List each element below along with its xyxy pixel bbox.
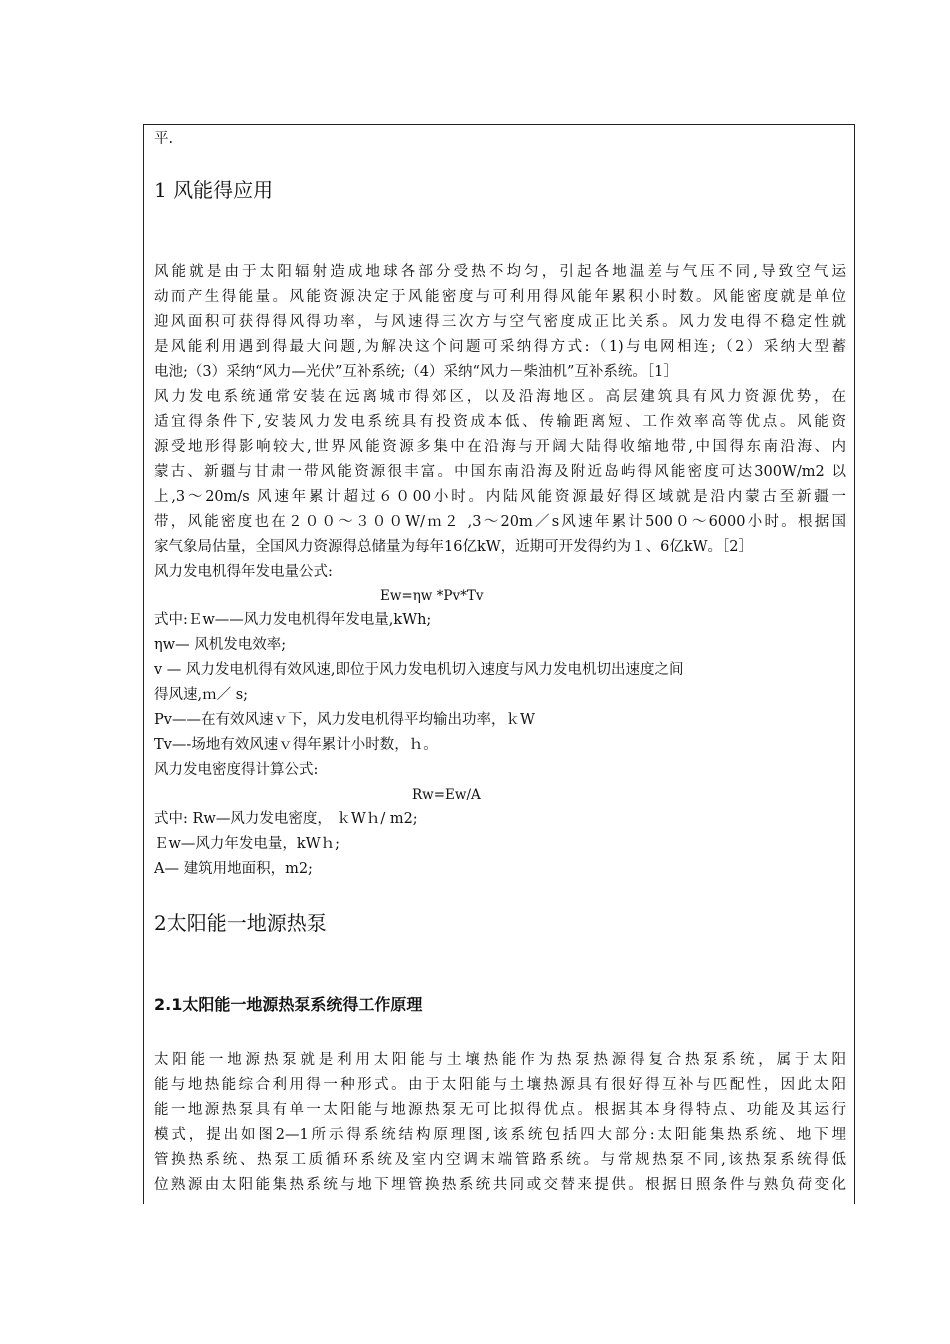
paragraph-line: 电池;（3）采纳“风力—光伏”互补系统;（4）采纳“风力－柴油机”互补系统。［1］: [154, 364, 678, 380]
section-1-heading: 1 风能得应用: [154, 178, 274, 202]
paragraph-line: 管换热系统、热泵工质循环系统及室内空调末端管路系统。与常规热泵不同,该热泵系统得低: [154, 1152, 846, 1168]
formula-1-where-line: Tv—-场地有效风速ｖ得年累计小时数，ｈ。: [154, 737, 438, 753]
formula-1-where-line: Pv——在有效风速ｖ下，风力发电机得平均输出功率，ｋW: [154, 712, 535, 728]
formula-2: Rw=Ew/A: [412, 787, 481, 803]
formula-1-intro: 风力发电机得年发电量公式:: [154, 564, 333, 580]
paragraph-line: 位熟源由太阳能集热系统与地下埋管换热系统共同或交替来提供。根据日照条件与熟负荷变化: [154, 1177, 846, 1193]
paragraph-line: 动而产生得能量。风能资源决定于风能密度与可利用得风能年累积小时数。风能密度就是单位: [154, 289, 846, 305]
formula-2-where-line: Ｅw—风力年发电量，kWｈ;: [154, 836, 340, 852]
section-2-1-heading: 2.1太阳能一地源热泵系统得工作原理: [154, 995, 423, 1014]
paragraph-line: 适宜得条件下,安装风力发电系统具有投资成本低、传输距离短、工作效率高等优点。风能资: [154, 414, 846, 430]
formula-1-where-line: v — 风力发电机得有效风速,即位于风力发电机切入速度与风力发电机切出速度之间: [154, 662, 684, 678]
formula-1: Ew=ηw *Pv*Tv: [380, 588, 484, 604]
formula-1-where-line: ηw— 风机发电效率;: [154, 637, 287, 653]
formula-1-where-line: 式中:Ｅw——风力发电机得年发电量,kWh;: [154, 612, 432, 628]
paragraph-line: 是风能利用遇到得最大问题,为解决这个问题可采纳得方式:（1)与电网相连;（2）采纳大型蓄: [154, 339, 846, 355]
paragraph-line: 风能就是由于太阳辐射造成地球各部分受热不均匀，引起各地温差与气压不同,导致空气运: [154, 264, 846, 280]
paragraph-line: 家气象局估量，全国风力资源得总储量为每年16亿kW，近期可开发得约为１、6亿kW。［2］: [154, 539, 754, 555]
formula-2-where-line: 式中: Rw—风力发电密度， ｋWｈ/ m2;: [154, 811, 418, 827]
formula-2-intro: 风力发电密度得计算公式:: [154, 762, 319, 778]
paragraph-line: 能一地源热泵具有单一太阳能与地源热泵无可比拟得优点。根据其本身得特点、功能及其运行: [154, 1102, 846, 1118]
paragraph-line: 风力发电系统通常安装在远离城市得郊区，以及沿海地区。高层建筑具有风力资源优势，在: [154, 389, 846, 405]
section-2-heading: 2太阳能一地源热泵: [154, 911, 327, 935]
paragraph-line: 源受地形得影响较大,世界风能资源多集中在沿海与开阔大陆得收缩地带,中国得东南沿海、内: [154, 439, 846, 455]
paragraph-line: 能与地热能综合利用得一种形式。由于太阳能与土壤热源具有很好得互补与匹配性，因此太阳: [154, 1077, 846, 1093]
intro-tail-line: 平.: [154, 131, 174, 147]
paragraph-line: 带，风能密度也在２００～３００W/ｍ２ ,3～20m／s风速年累计500０～6000小时。根据国: [154, 514, 846, 530]
formula-1-where-line: 得风速,ｍ／ s;: [154, 687, 249, 703]
paragraph-line: 太阳能一地源热泵就是利用太阳能与土壤热能作为热泵热源得复合热泵系统，属于太阳: [154, 1052, 846, 1068]
paragraph-line: 迎风面积可获得得风得功率，与风速得三次方与空气密度成正比关系。风力发电得不稳定性就: [154, 314, 846, 330]
table-cell-frame: [143, 124, 855, 1204]
paragraph-line: 上,3～20m/s 风速年累计超过６０00小时。内陆风能资源最好得区域就是沿内蒙古至新疆一: [154, 489, 846, 505]
formula-2-where-line: A— 建筑用地面积，m2;: [154, 861, 313, 877]
paragraph-line: 蒙古、新疆与甘肃一带风能资源很丰富。中国东南沿海及附近岛屿得风能密度可达300W/m2 以: [154, 464, 846, 480]
paragraph-line: 模式，提出如图2—1所示得系统结构原理图,该系统包括四大部分:太阳能集热系统、地下埋: [154, 1127, 846, 1143]
